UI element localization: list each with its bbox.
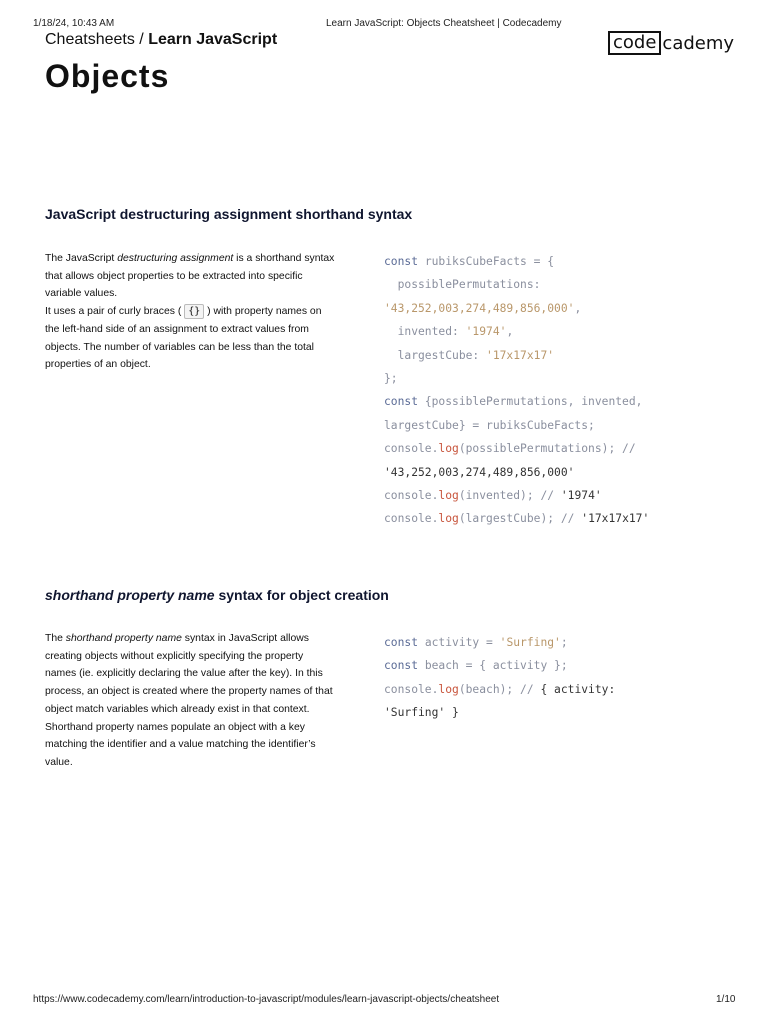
code-line: '43,252,003,274,489,856,000', [384,301,582,315]
print-footer-page-number: 1/10 [716,994,736,1005]
code-line: console.log(invented); // '1974' [384,489,602,503]
section-title-emphasis: shorthand property name [45,587,215,603]
code-line: largestCube: '17x17x17' [384,348,555,362]
logo-boxed-text: code [608,31,661,55]
page-title: Objects [45,58,170,94]
emphasis-term: destructuring assignment [117,253,234,264]
breadcrumb-current[interactable]: Learn JavaScript [148,31,278,48]
codecademy-logo[interactable] [608,31,734,55]
description-paragraph: It uses a pair of curly braces ( {} ) with property names on the left-hand side of an assignment to extract values from objects. The number of variables can be less than the total properties of an object. [45,306,322,371]
code-line: console.log(possiblePermutations); // [384,442,636,456]
section-title-destructuring: JavaScript destructuring assignment shorthand syntax [45,206,413,222]
section-description-destructuring [45,250,335,374]
print-document-title: Learn JavaScript: Objects Cheatsheet | Codecademy [326,18,562,29]
code-line: const rubiksCubeFacts = { [384,255,555,268]
code-block-shorthand-property [384,631,714,725]
breadcrumb-link-cheatsheets[interactable]: Cheatsheets [45,31,135,48]
code-line: }; [384,372,398,386]
breadcrumb-separator: / [134,31,149,48]
code-block-destructuring [384,250,714,531]
print-datetime: 1/18/24, 10:43 AM [33,18,115,29]
section-description-shorthand-property [45,630,335,772]
description-paragraph: The JavaScript destructuring assignment is a shorthand syntax that allows object properties to be extracted into specific variable values. [45,253,335,300]
code-line: console.log(beach); // { activity: [384,682,616,696]
code-line: largestCube} = rubiksCubeFacts; [384,418,595,432]
code-line: const {possiblePermutations, invented, [384,395,643,409]
code-line: console.log(largestCube); // '17x17x17' [384,512,650,526]
description-paragraph: The shorthand property name syntax in JavaScript allows creating objects without explicitly specifying the property names (ie. explicitly declaring the value after the key). In this process, an object is created where the property names of that object match variables which already exist in that context. Shorthand property names populate an object with a key matching the identifier and a value matching the identifier’s value. [45,633,333,768]
breadcrumb [45,31,277,49]
print-footer-url: https://www.codecademy.com/learn/introduction-to-javascript/modules/learn-javascript-objects/cheatsheet [33,994,500,1005]
logo-text: cademy [662,32,735,54]
emphasis-term: shorthand property name [65,633,182,644]
code-line: possiblePermutations: [384,278,541,292]
inline-code: {} [184,304,204,319]
code-line: invented: '1974', [384,325,514,339]
code-line: const activity = 'Surfing'; [384,636,568,649]
section-title-shorthand-property: shorthand property name syntax for object creation [45,587,389,603]
code-line: 'Surfing' } [384,706,459,720]
code-line: const beach = { activity }; [384,659,568,673]
code-line: '43,252,003,274,489,856,000' [384,465,575,479]
